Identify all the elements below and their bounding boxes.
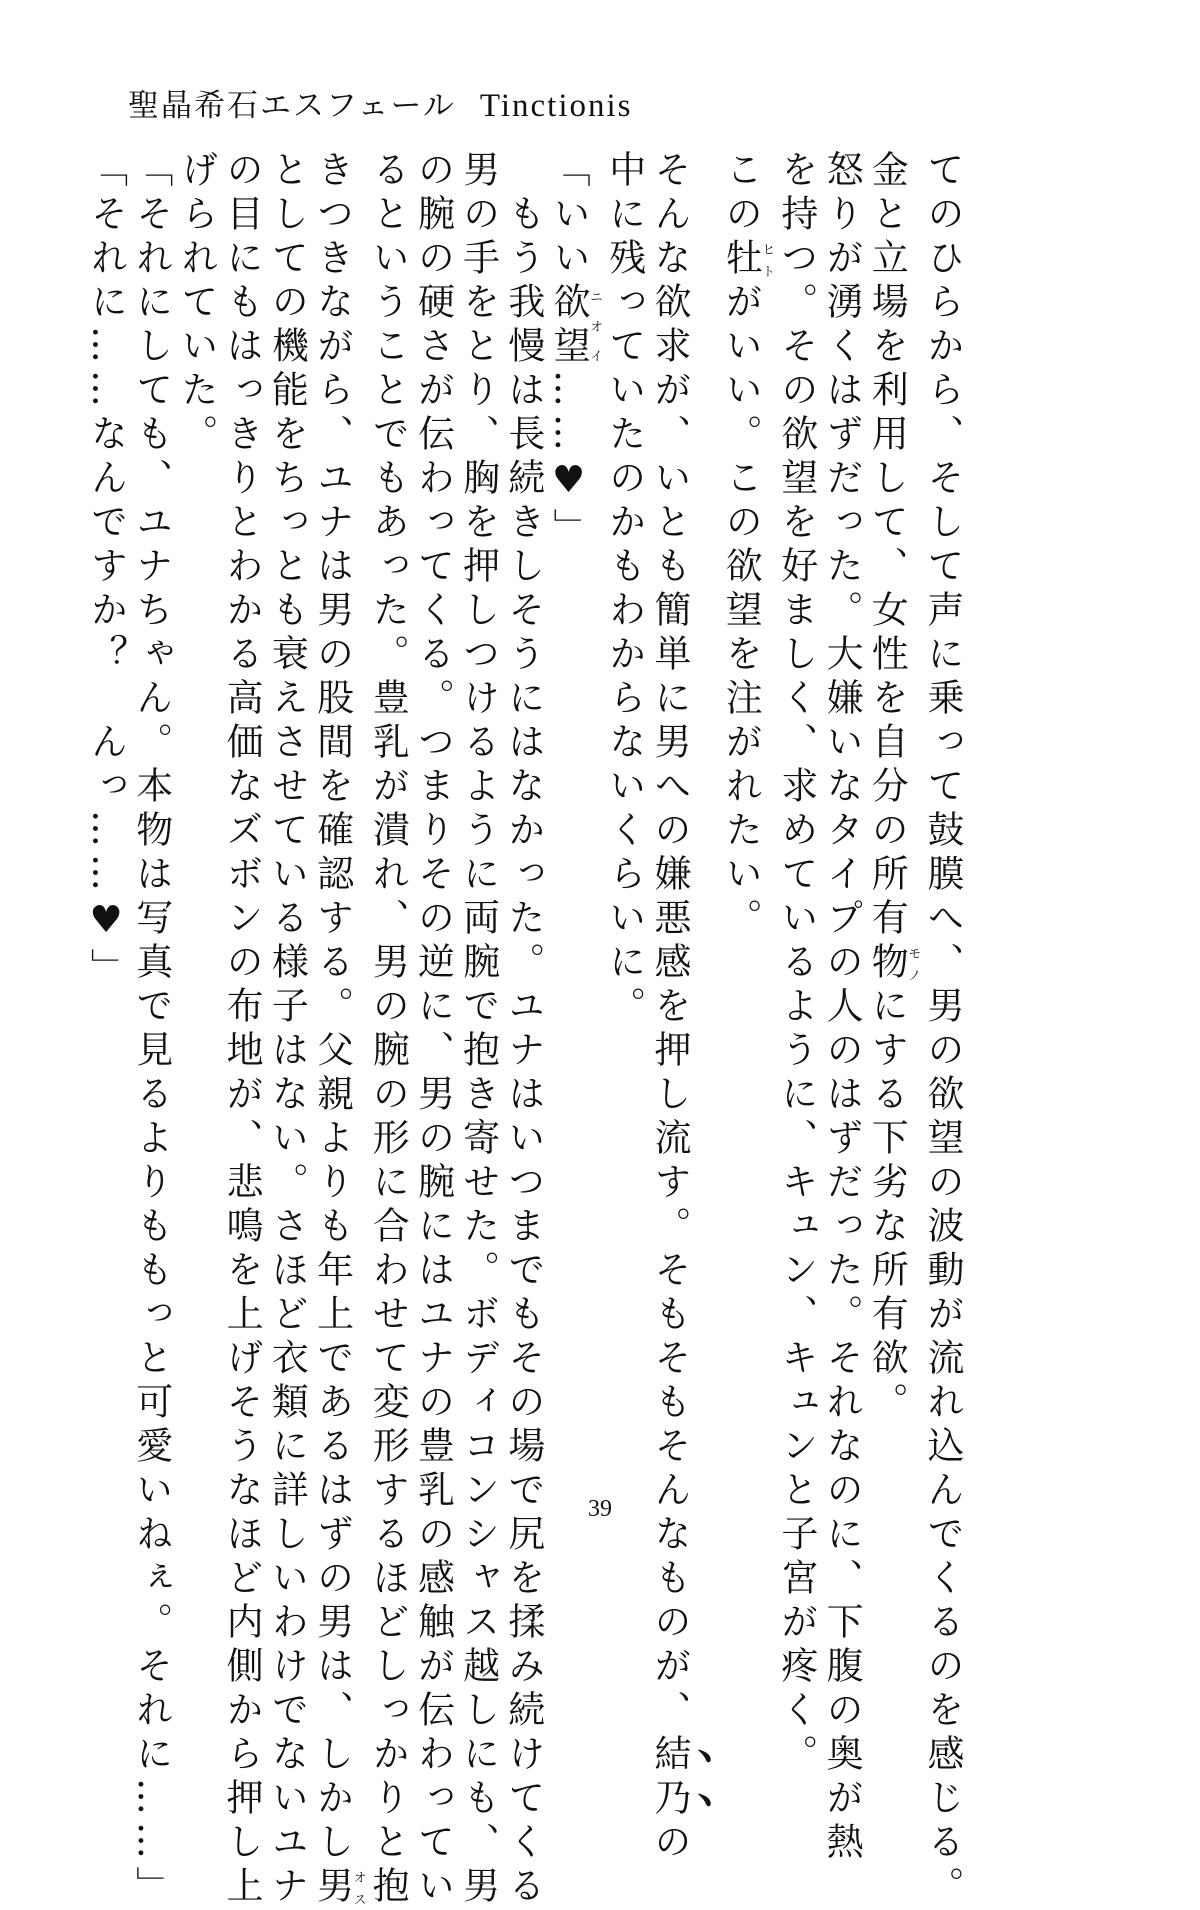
book-title: 聖晶希石エスフェール <box>128 88 456 124</box>
ruby-base: 欲望 <box>547 282 591 370</box>
text-segment: ……♥」 <box>547 370 591 552</box>
vertical-body-text <box>83 150 965 1910</box>
text-line: るということでもあった。豊乳が潰れ、男の腕の形に合わせて変形するほどしっかりと抱 <box>366 150 410 1910</box>
ruby-base: 物 <box>865 942 909 986</box>
text-line: てのひらから、そして声に乗って鼓膜へ、男の欲望の波動が流れ込んでくるのを感じる。 <box>921 150 964 1910</box>
text-line <box>647 150 718 1866</box>
text-line: としての機能をちっとも衰えさせている様子はない。さほど衣類に詳しいわけでないユナ <box>265 150 309 1910</box>
text-line <box>309 150 366 1910</box>
text-segment: がいい。この欲望を注がれたい。 <box>719 282 763 942</box>
ruby-reading: オス <box>350 1866 366 1910</box>
ruby-reading: ヒト <box>759 238 775 282</box>
text-line: 中に残っていたのかもわからないくらいに。 <box>602 150 646 1030</box>
text-line: 怒りが湧くはずだった。大嫌いなタイプの人のはずだった。それなのに、下腹の奥が熱 <box>820 150 864 1866</box>
text-segment: そんな欲求が、いとも簡単に男への嫌悪感を押し流す。そもそもそんなものが、 <box>647 150 691 1734</box>
ruby-word <box>310 1866 366 1910</box>
text-segment: の <box>647 1822 691 1866</box>
text-segment: きつきながら、ユナは男の股間を確認する。父親よりも年上であるはずの男は、しかし <box>310 150 354 1866</box>
text-line: もう我慢は長続きしそうにはなかった。ユナはいつまでもその場で尻を揉み続けてくる <box>501 150 545 1910</box>
ruby-base: 牡 <box>719 238 763 282</box>
page-number: 39 <box>588 1496 612 1522</box>
text-segment: この <box>719 150 763 238</box>
text-segment: 「いい <box>547 150 591 282</box>
text-line: の腕の硬さが伝わってくる。つまりその逆に、男の腕にはユナの豊乳の感触が伝わってい <box>411 150 455 1910</box>
ruby-word <box>719 238 775 282</box>
text-line <box>546 150 602 1510</box>
ruby-word <box>547 282 603 370</box>
text-line: げられていた。 <box>174 150 218 458</box>
running-header <box>128 80 633 125</box>
text-segment: 金と立場を利用して、女性を自分の所有 <box>865 150 909 942</box>
text-line: 「それにしても、ユナちゃん。本物は写真で見るよりももっと可愛いねぇ。それに……」 <box>129 150 173 1910</box>
ruby-word <box>865 942 921 986</box>
text-line <box>718 150 774 1510</box>
ruby-base: 男 <box>310 1866 354 1910</box>
text-line: 男の手をとり、胸を押しつけるように両腕で抱き寄せた。ボディコンシャス越しにも、男 <box>456 150 500 1910</box>
ruby-reading: ニオイ <box>587 282 603 370</box>
text-line <box>864 150 920 1510</box>
text-line: 「それに……なんですか？ んっ……♥」 <box>84 150 128 992</box>
book-subtitle: Tinctionis <box>479 88 633 124</box>
text-line: を持つ。その欲望を好ましく、求めているように、キュン、キュンと子宮が疼く。 <box>774 150 818 1778</box>
emphasized-name: 結乃 <box>647 1734 691 1822</box>
text-line: の目にもはっきりとわかる高価なズボンの布地が、悲鳴を上げそうなほど内側から押し上 <box>220 150 264 1910</box>
ruby-reading: モノ <box>905 942 921 986</box>
text-segment: にする下劣な所有欲。 <box>865 986 909 1426</box>
